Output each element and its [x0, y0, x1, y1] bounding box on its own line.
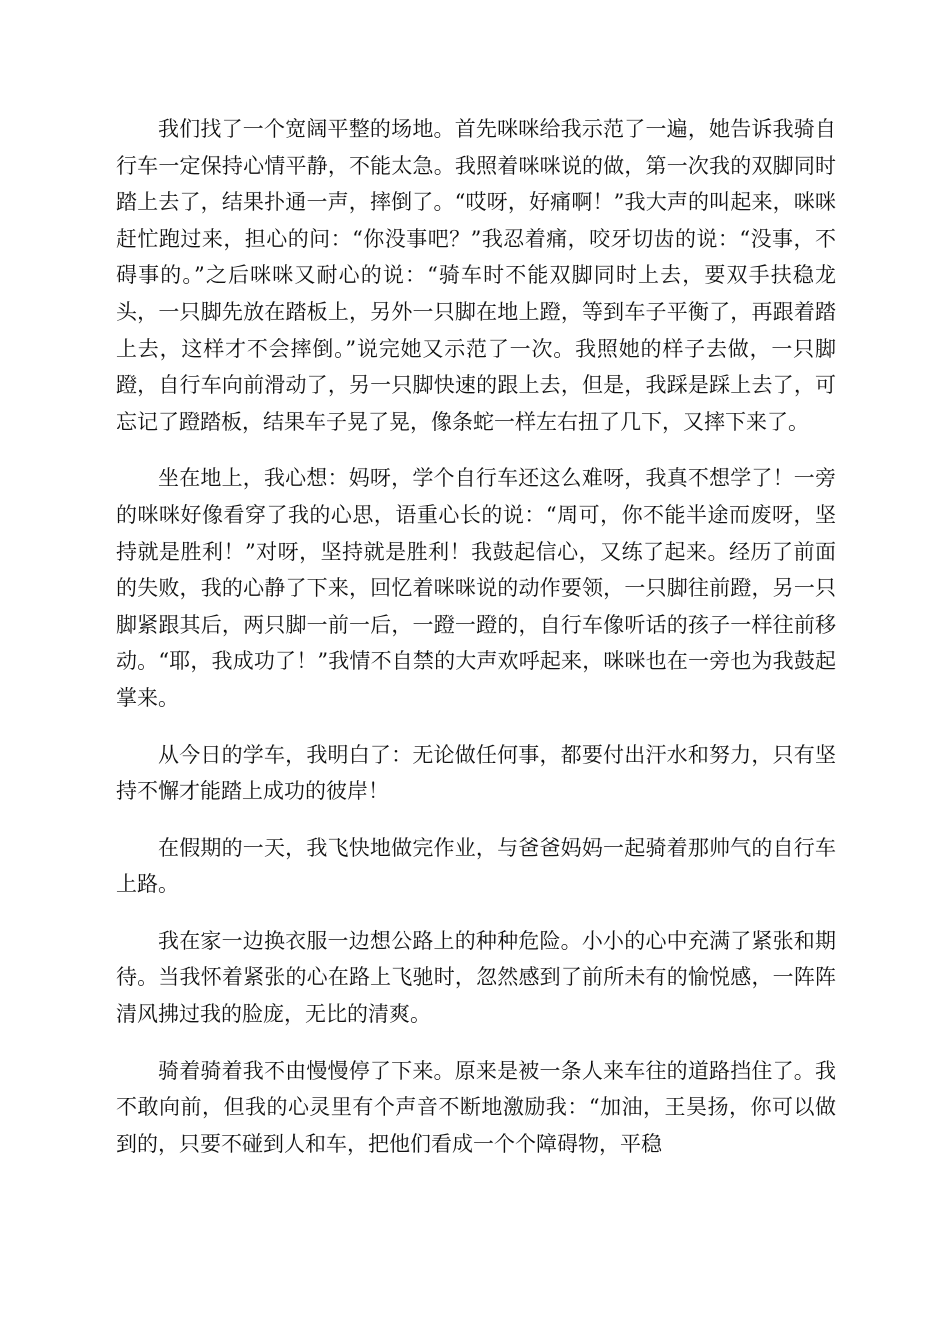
- paragraph-holiday-ride: 在假期的一天，我飞快地做完作业，与爸爸妈妈一起骑着那帅气的自行车上路。: [116, 835, 836, 897]
- paragraph-perseverance: 坐在地上，我心想：妈呀，学个自行车还这么难呀，我真不想学了！一旁的咪咪好像看穿了我的心思，语重心长的说：“周可，你不能半途而废呀，坚持就是胜利！”对呀，坚持就是胜利！我鼓起信心，又练了起来。经历了前面的失败，我的心静了下来，回忆着咪咪说的动作要领，一只脚往前蹬，另一只脚紧跟其后，两只脚一前一后，一蹬一蹬的，自行车像听话的孩子一样往前移动。“耶，我成功了！”我情不自禁的大声欢呼起来，咪咪也在一旁也为我鼓起掌来。: [116, 466, 836, 710]
- paragraph-road-feelings: 我在家一边换衣服一边想公路上的种种危险。小小的心中充满了紧张和期待。当我怀着紧张的心在路上飞驰时，忽然感到了前所未有的愉悦感，一阵阵清风拂过我的脸庞，无比的清爽。: [116, 928, 836, 1027]
- paragraph-traffic: 骑着骑着我不由慢慢停了下来。原来是被一条人来车往的道路挡住了。我不敢向前，但我的心灵里有个声音不断地激励我：“加油，王昊扬，你可以做到的，只要不碰到人和车，把他们看成一个个障碍物，平稳: [116, 1058, 836, 1156]
- paragraph-learning-process: 我们找了一个宽阔平整的场地。首先咪咪给我示范了一遍，她告诉我骑自行车一定保持心情平静，不能太急。我照着咪咪说的做，第一次我的双脚同时踏上去了，结果扑通一声，摔倒了。“哎呀，好痛啊！”我大声的叫起来，咪咪赶忙跑过来，担心的问：“你没事吧？”我忍着痛，咬牙切齿的说：“没事，不碍事的。”之后咪咪又耐心的说：“骑车时不能双脚同时上去，要双手扶稳龙头，一只脚先放在踏板上，另外一只脚在地上蹬，等到车子平衡了，再跟着踏上去，这样才不会摔倒。”说完她又示范了一次。我照她的样子去做，一只脚蹬，自行车向前滑动了，另一只脚快速的跟上去，但是，我踩是踩上去了，可忘记了蹬踏板，结果车子晃了晃，像条蛇一样左右扭了几下，又摔下来了。: [116, 117, 836, 434]
- document-page: [116, 111, 836, 1182]
- paragraph-lesson: 从今日的学车，我明白了：无论做任何事，都要付出汗水和努力，只有坚持不懈才能踏上成功的彼岸！: [116, 742, 836, 804]
